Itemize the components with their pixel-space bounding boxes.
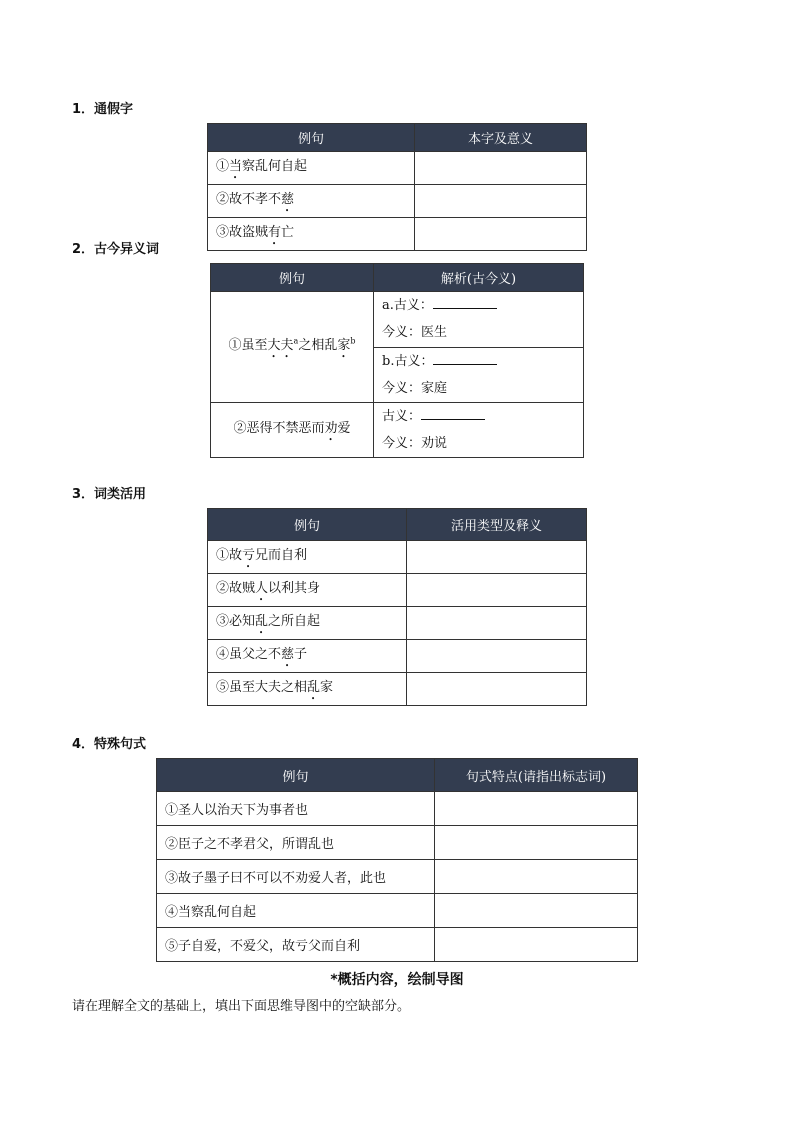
example-cell: ③故盗贼有亡 bbox=[208, 218, 415, 251]
col-header-type: 活用类型及释义 bbox=[407, 509, 587, 541]
answer-cell[interactable] bbox=[435, 792, 638, 826]
answer-cell[interactable] bbox=[435, 894, 638, 928]
table-row bbox=[208, 185, 587, 218]
fill-blank[interactable] bbox=[433, 353, 497, 365]
section-heading-gujinyiyi: 2．古今异义词 bbox=[72, 242, 160, 257]
answer-cell[interactable] bbox=[435, 928, 638, 962]
example-cell: ③必知乱之所自起 bbox=[208, 607, 407, 640]
col-header-example: 例句 bbox=[211, 264, 374, 292]
answer-cell[interactable] bbox=[407, 607, 587, 640]
example-cell: ①虽至大夫$^a$之相乱家$^b$ bbox=[211, 292, 374, 403]
analysis-cell: 古义： 今义：劝说 bbox=[374, 403, 584, 458]
table-teshujushi bbox=[156, 758, 638, 962]
example-cell: ②故贼人以利其身 bbox=[208, 574, 407, 607]
analysis-cell-b: b.古义： 今义：家庭 bbox=[374, 347, 584, 403]
answer-cell[interactable] bbox=[415, 185, 587, 218]
answer-cell[interactable] bbox=[415, 152, 587, 185]
section-heading-cileihuoyong: 3．词类活用 bbox=[72, 487, 147, 502]
table-cileihuoyong bbox=[207, 508, 587, 706]
col-header-meaning: 本字及意义 bbox=[415, 124, 587, 152]
answer-cell[interactable] bbox=[435, 826, 638, 860]
example-cell: ⑤子自爱，不爱父，故亏父而自利 bbox=[157, 928, 435, 962]
instruction-text: 请在理解全文的基础上，填出下面思维导图中的空缺部分。 bbox=[72, 999, 411, 1014]
table-row bbox=[211, 403, 584, 458]
answer-cell[interactable] bbox=[435, 860, 638, 894]
col-header-example: 例句 bbox=[208, 509, 407, 541]
table-row bbox=[157, 928, 638, 962]
table-row bbox=[208, 574, 587, 607]
table-row bbox=[157, 894, 638, 928]
table-row bbox=[208, 607, 587, 640]
col-header-analysis: 解析(古今义) bbox=[374, 264, 584, 292]
table-row bbox=[208, 673, 587, 706]
table-row bbox=[157, 792, 638, 826]
col-header-feature: 句式特点(请指出标志词) bbox=[435, 759, 638, 792]
fill-blank[interactable] bbox=[433, 297, 497, 309]
answer-cell[interactable] bbox=[415, 218, 587, 251]
example-cell: ①圣人以治天下为事者也 bbox=[157, 792, 435, 826]
example-cell: ④虽父之不慈子 bbox=[208, 640, 407, 673]
analysis-cell-a: a.古义： 今义：医生 bbox=[374, 292, 584, 348]
table-gujinyiyi bbox=[210, 263, 584, 458]
col-header-example: 例句 bbox=[157, 759, 435, 792]
answer-cell[interactable] bbox=[407, 640, 587, 673]
example-cell: ②故不孝不慈 bbox=[208, 185, 415, 218]
example-cell: ⑤虽至大夫之相乱家 bbox=[208, 673, 407, 706]
example-cell: ④当察乱何自起 bbox=[157, 894, 435, 928]
section-heading-mindmap: *概括内容，绘制导图 bbox=[330, 972, 464, 988]
table-row bbox=[157, 860, 638, 894]
table-row bbox=[211, 292, 584, 348]
section-heading-teshujushi: 4．特殊句式 bbox=[72, 737, 147, 752]
col-header-example: 例句 bbox=[208, 124, 415, 152]
table-row bbox=[208, 541, 587, 574]
table-tongjiazi bbox=[207, 123, 587, 251]
example-cell: ①当察乱何自起 bbox=[208, 152, 415, 185]
table-row bbox=[208, 152, 587, 185]
answer-cell[interactable] bbox=[407, 541, 587, 574]
table-row bbox=[208, 640, 587, 673]
example-cell: ③故子墨子曰不可以不劝爱人者，此也 bbox=[157, 860, 435, 894]
section-heading-tongjiazi: 1．通假字 bbox=[72, 102, 134, 117]
example-cell: ②臣子之不孝君父，所谓乱也 bbox=[157, 826, 435, 860]
table-row bbox=[157, 826, 638, 860]
answer-cell[interactable] bbox=[407, 673, 587, 706]
answer-cell[interactable] bbox=[407, 574, 587, 607]
example-cell: ②恶得不禁恶而劝爱 bbox=[211, 403, 374, 458]
fill-blank[interactable] bbox=[421, 408, 485, 420]
table-row bbox=[208, 218, 587, 251]
example-cell: ①故亏兄而自利 bbox=[208, 541, 407, 574]
